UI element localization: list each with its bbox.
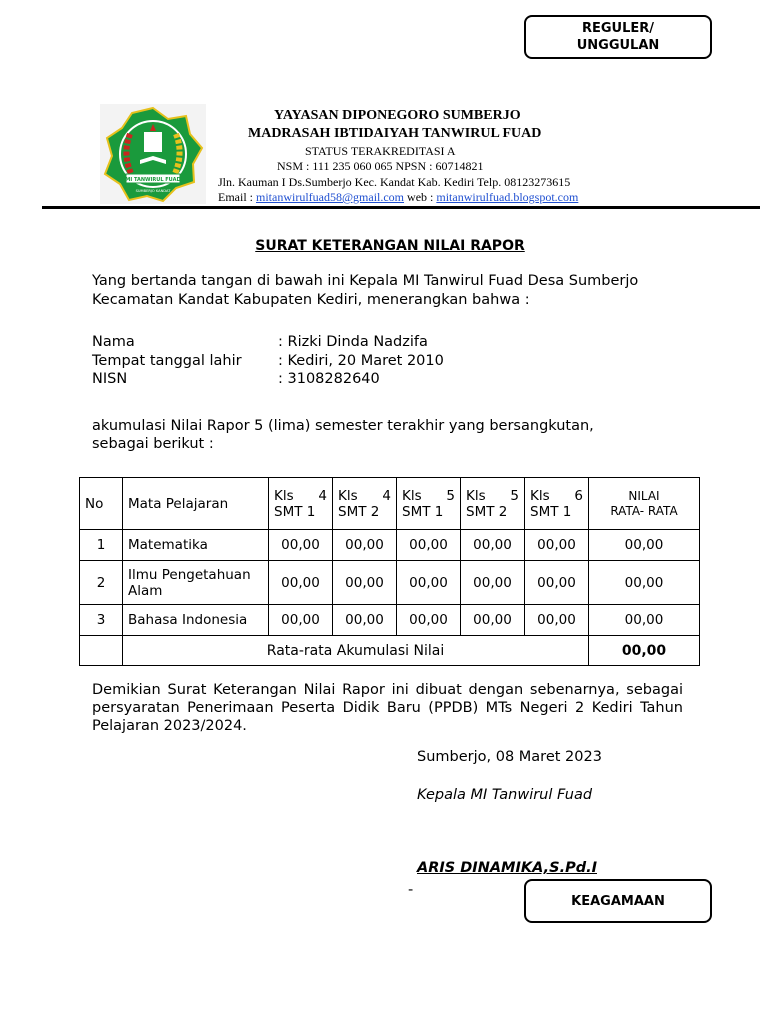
table-header-row: [80, 478, 700, 530]
intro-line-2: Kecamatan Kandat Kabupaten Kediri, menerangkan bahwa :: [92, 292, 530, 308]
row-value: 00,00: [397, 605, 461, 636]
row-value: 00,00: [525, 561, 589, 605]
row-value: 00,00: [461, 530, 525, 561]
row-subject: Matematika: [123, 530, 269, 561]
program-badge-bottom: KEAGAMAAN: [524, 879, 712, 923]
signatory-name: ARIS DINAMIKA,S.Pd.I: [417, 860, 597, 876]
signatory-position: Kepala MI Tanwirul Fuad: [417, 787, 593, 803]
intro-line-1: Yang bertanda tangan di bawah ini Kepala MI Tanwirul Fuad Desa Sumberjo: [92, 273, 639, 289]
row-no: 1: [80, 530, 123, 561]
accum-line-2: sebagai berikut :: [92, 436, 214, 452]
row-value: 00,00: [333, 605, 397, 636]
svg-text:MI TANWIRUL FUAD: MI TANWIRUL FUAD: [125, 177, 181, 183]
accreditation-status: STATUS TERAKREDITASI A: [305, 144, 456, 158]
nisn-label: NISN: [92, 371, 128, 387]
header-divider: [42, 206, 760, 209]
summary-value: 00,00: [589, 636, 700, 666]
row-value: 00,00: [525, 605, 589, 636]
school-ids: NSM : 111 235 060 065 NPSN : 60714821: [277, 159, 484, 173]
header-kls4-smt1: Kls 4 SMT 1: [269, 478, 333, 530]
row-value: 00,00: [269, 605, 333, 636]
summary-label: Rata-rata Akumulasi Nilai: [123, 636, 589, 666]
birth-label: Tempat tanggal lahir: [92, 353, 242, 369]
header-subject: Mata Pelajaran: [123, 478, 269, 530]
email-link[interactable]: mitanwirulfuad58@gmail.com: [256, 190, 405, 204]
contact-line: [218, 190, 578, 205]
summary-row: [80, 636, 700, 666]
row-average: 00,00: [589, 605, 700, 636]
row-subject: Ilmu Pengetahuan Alam: [123, 561, 269, 605]
website-link[interactable]: mitanwirulfuad.blogspot.com: [436, 190, 579, 204]
document-title: SURAT KETERANGAN NILAI RAPOR: [255, 238, 525, 254]
row-no: 3: [80, 605, 123, 636]
grades-table: [79, 477, 700, 666]
table-row: [80, 561, 700, 605]
row-value: 00,00: [525, 530, 589, 561]
header-kls5-smt1: Kls 5 SMT 1: [397, 478, 461, 530]
school-address: Jln. Kauman I Ds.Sumberjo Kec. Kandat Kab. Kediri Telp. 08123273615: [218, 175, 571, 189]
row-no: 2: [80, 561, 123, 605]
school-name: MADRASAH IBTIDAIYAH TANWIRUL FUAD: [248, 126, 542, 141]
row-subject: Bahasa Indonesia: [123, 605, 269, 636]
row-value: 00,00: [269, 530, 333, 561]
row-value: 00,00: [397, 530, 461, 561]
nisn-value: : 3108282640: [278, 371, 380, 387]
badge-line-2: UNGGULAN: [576, 38, 660, 53]
email-label: Email :: [218, 190, 256, 204]
program-badge-top: [524, 15, 712, 59]
birth-value: : Kediri, 20 Maret 2010: [278, 353, 444, 369]
header-no: No: [80, 478, 123, 530]
row-average: 00,00: [589, 530, 700, 561]
name-value: : Rizki Dinda Nadzifa: [278, 334, 428, 350]
row-value: 00,00: [397, 561, 461, 605]
svg-text:SUMBERJO KANDAT: SUMBERJO KANDAT: [135, 189, 171, 193]
header-kls5-smt2: Kls 5 SMT 2: [461, 478, 525, 530]
school-logo-icon: [100, 104, 206, 204]
row-average: 00,00: [589, 561, 700, 605]
table-row: [80, 530, 700, 561]
stray-dash: -: [408, 882, 414, 898]
closing-paragraph: Demikian Surat Keterangan Nilai Rapor ini dibuat dengan sebenarnya, sebagai persyaratan Penerimaan Peserta Didik Baru (PPDB) MTs Negeri 2 Kediri Tahun Pelajaran 2023/2024.: [92, 682, 683, 734]
row-value: 00,00: [461, 605, 525, 636]
header-kls4-smt2: Kls 4 SMT 2: [333, 478, 397, 530]
badge-line-1: REGULER/: [581, 21, 655, 36]
row-value: 00,00: [461, 561, 525, 605]
row-value: 00,00: [269, 561, 333, 605]
header-average: NILAI RATA- RATA: [589, 478, 700, 530]
web-label: web :: [404, 190, 437, 204]
name-label: Nama: [92, 334, 135, 350]
table-row: [80, 605, 700, 636]
summary-empty-cell: [80, 636, 123, 666]
foundation-name: YAYASAN DIPONEGORO SUMBERJO: [274, 108, 521, 123]
header-kls6-smt1: Kls 6 SMT 1: [525, 478, 589, 530]
accum-line-1: akumulasi Nilai Rapor 5 (lima) semester terakhir yang bersangkutan,: [92, 418, 594, 434]
place-date: Sumberjo, 08 Maret 2023: [417, 749, 602, 765]
row-value: 00,00: [333, 530, 397, 561]
row-value: 00,00: [333, 561, 397, 605]
